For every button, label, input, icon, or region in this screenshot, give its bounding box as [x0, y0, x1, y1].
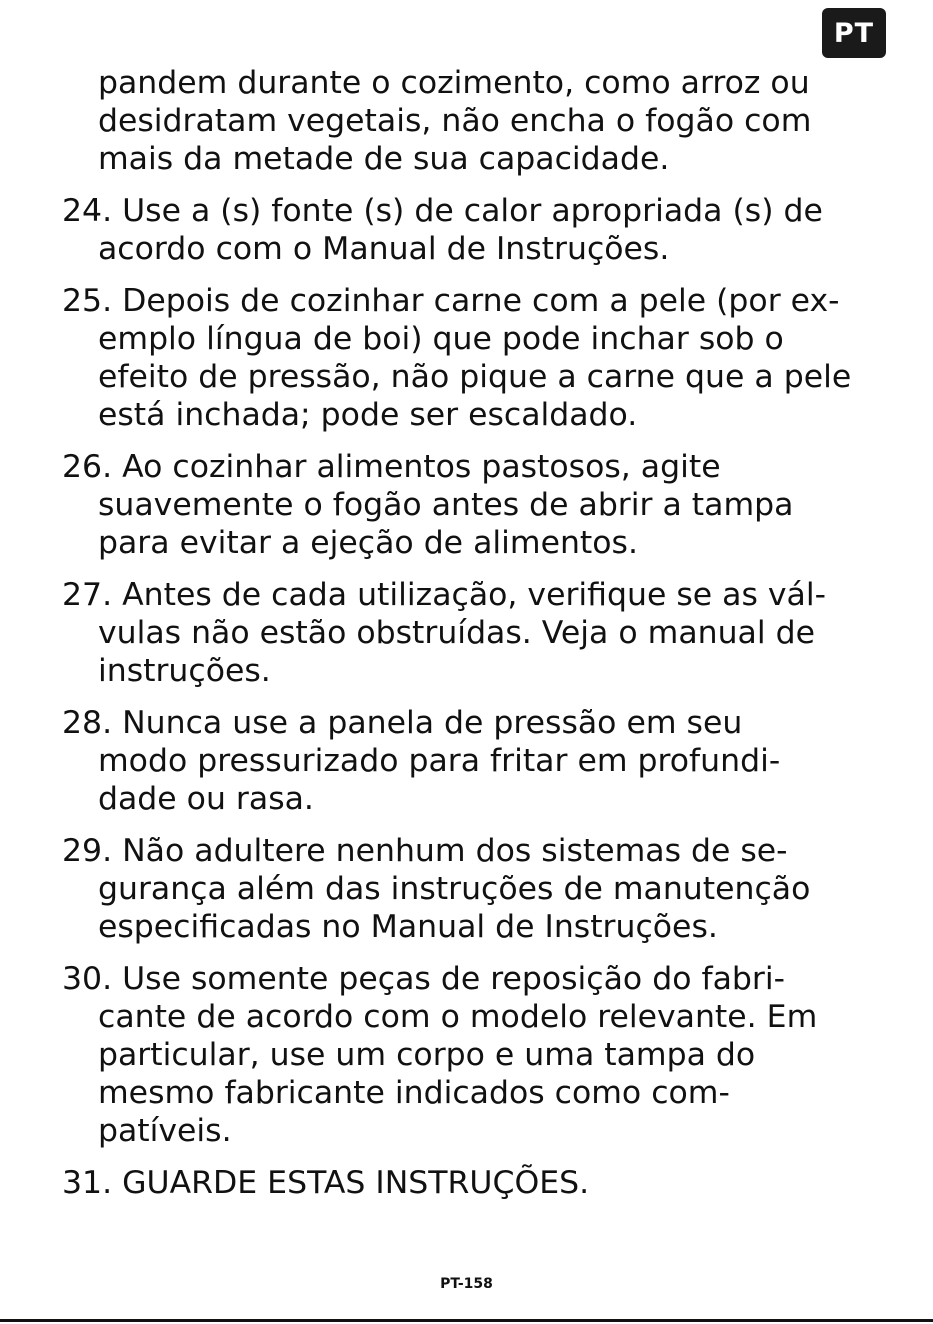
instruction-item — [62, 448, 886, 562]
instruction-item — [62, 704, 886, 818]
instruction-continuation-line: instruções. — [98, 653, 271, 689]
instruction-continuation-line: mesmo fabricante indicados como com- — [98, 1075, 730, 1111]
instruction-item — [62, 192, 886, 268]
instruction-item — [62, 832, 886, 946]
instruction-item — [62, 282, 886, 434]
text-line: pandem durante o cozimento, como arroz ou — [98, 65, 810, 101]
numbered-instructions-list — [62, 192, 886, 1202]
instruction-item — [62, 1164, 886, 1202]
instruction-continuation-line: emplo língua de boi) que pode inchar sob o — [98, 321, 784, 357]
instruction-first-line: 30. Use somente peças de reposição do fabri- — [62, 961, 785, 997]
instruction-continuation-line: dade ou rasa. — [98, 781, 314, 817]
instruction-item — [62, 576, 886, 690]
continuation-paragraph — [62, 64, 886, 178]
instruction-continuation-line: especificadas no Manual de Instruções. — [98, 909, 718, 945]
text-line: mais da metade de sua capacidade. — [98, 141, 670, 177]
instruction-continuation-line: suavemente o fogão antes de abrir a tampa — [98, 487, 794, 523]
footer-divider — [0, 1319, 933, 1322]
instruction-continuation-line: patíveis. — [98, 1113, 232, 1149]
instruction-first-line: 25. Depois de cozinhar carne com a pele (por ex- — [62, 283, 840, 319]
instruction-first-line: 27. Antes de cada utilização, verifique se as vál- — [62, 577, 826, 613]
instruction-first-line: 26. Ao cozinhar alimentos pastosos, agite — [62, 449, 721, 485]
instruction-continuation-line: efeito de pressão, não pique a carne que a pele — [98, 359, 852, 395]
instruction-first-line: 28. Nunca use a panela de pressão em seu — [62, 705, 743, 741]
instruction-first-line: 31. GUARDE ESTAS INSTRUÇÕES. — [62, 1165, 590, 1201]
instruction-first-line: 29. Não adultere nenhum dos sistemas de se- — [62, 833, 788, 869]
instruction-first-line: 24. Use a (s) fonte (s) de calor apropriada (s) de — [62, 193, 823, 229]
instruction-item — [62, 960, 886, 1150]
instructions-content — [62, 64, 886, 1202]
instruction-continuation-line: cante de acordo com o modelo relevante. Em — [98, 999, 818, 1035]
language-badge: PT — [822, 8, 886, 58]
instruction-continuation-line: gurança além das instruções de manutenção — [98, 871, 811, 907]
instruction-continuation-line: vulas não estão obstruídas. Veja o manual de — [98, 615, 815, 651]
instruction-continuation-line: modo pressurizado para fritar em profundi- — [98, 743, 781, 779]
text-line: desidratam vegetais, não encha o fogão com — [98, 103, 812, 139]
instruction-continuation-line: para evitar a ejeção de alimentos. — [98, 525, 638, 561]
page-number: PT-158 — [440, 1276, 493, 1292]
instruction-continuation-line: acordo com o Manual de Instruções. — [98, 231, 670, 267]
instruction-continuation-line: particular, use um corpo e uma tampa do — [98, 1037, 756, 1073]
instruction-continuation-line: está inchada; pode ser escaldado. — [98, 397, 638, 433]
